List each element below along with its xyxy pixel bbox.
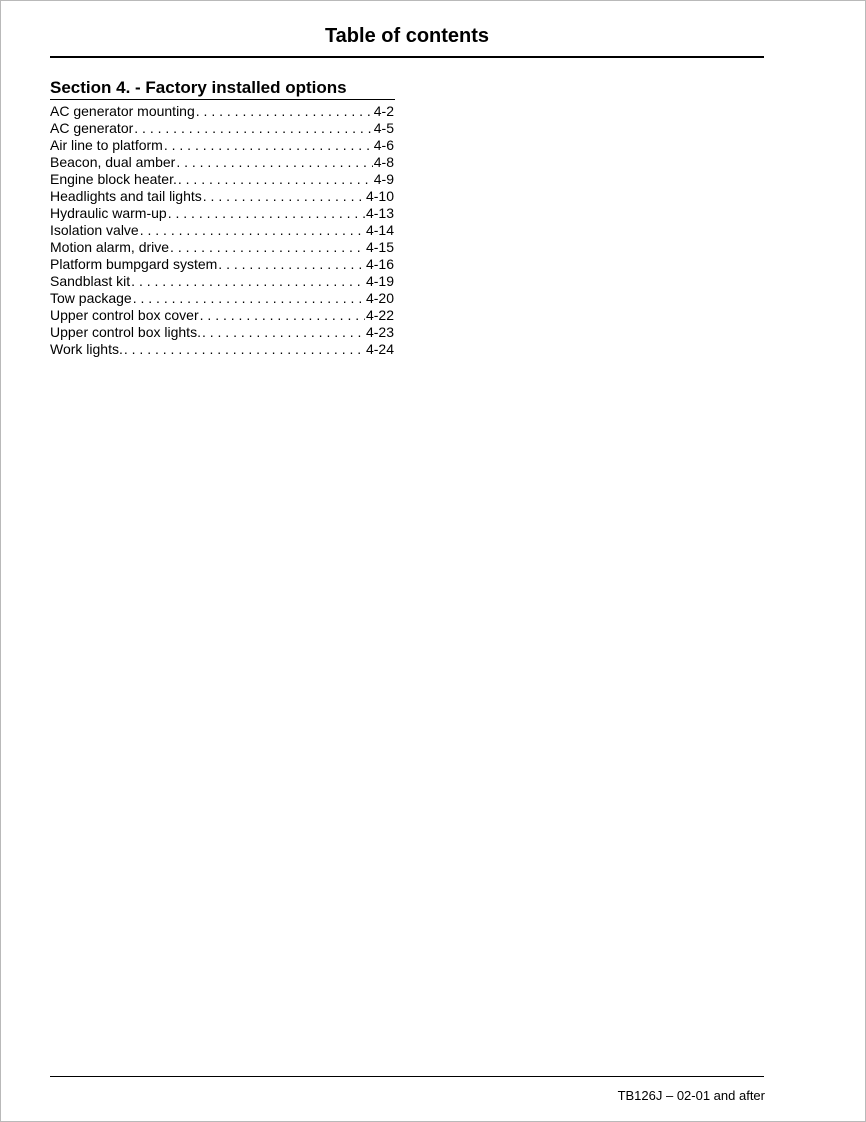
toc-entry-page: 4-16 xyxy=(365,256,394,272)
toc-entry[interactable] xyxy=(50,222,394,239)
toc-entry-title: Beacon, dual amber xyxy=(50,154,176,170)
toc-entry-page: 4-2 xyxy=(373,103,394,119)
dot-leader xyxy=(196,103,373,120)
dot-leader xyxy=(131,273,365,290)
section-divider xyxy=(50,99,395,100)
toc-entry-page: 4-20 xyxy=(365,290,394,306)
toc-entry-title: Motion alarm, drive xyxy=(50,239,170,255)
toc-entry-page: 4-15 xyxy=(365,239,394,255)
dot-leader xyxy=(168,205,365,222)
toc-entry-title: Air line to platform xyxy=(50,137,163,153)
toc-entry[interactable] xyxy=(50,341,394,358)
toc-entry-page: 4-9 xyxy=(373,171,394,187)
toc-entry[interactable] xyxy=(50,103,394,120)
toc-entry[interactable] xyxy=(50,290,394,307)
dot-leader xyxy=(164,137,373,154)
dot-leader xyxy=(203,188,365,205)
toc-entry[interactable] xyxy=(50,171,394,188)
toc-list xyxy=(50,103,394,358)
toc-entry-title: Upper control box lights. xyxy=(50,324,201,340)
toc-entry-page: 4-10 xyxy=(365,188,394,204)
toc-entry-title: Hydraulic warm-up xyxy=(50,205,167,221)
toc-entry-page: 4-23 xyxy=(365,324,394,340)
toc-entry-title: Upper control box cover xyxy=(50,307,199,323)
toc-entry-page: 4-8 xyxy=(373,154,394,170)
dot-leader xyxy=(200,307,365,324)
dot-leader xyxy=(124,341,365,358)
toc-entry-title: Sandblast kit xyxy=(50,273,131,289)
page-title: Table of contents xyxy=(324,25,490,47)
toc-entry-title: Isolation valve xyxy=(50,222,139,238)
toc-entry-page: 4-14 xyxy=(365,222,394,238)
dot-leader xyxy=(134,120,372,137)
toc-entry-page: 4-13 xyxy=(365,205,394,221)
toc-entry-page: 4-5 xyxy=(373,120,394,136)
dot-leader xyxy=(218,256,365,273)
toc-entry[interactable] xyxy=(50,307,394,324)
dot-leader xyxy=(133,290,365,307)
toc-entry-title: Platform bumpgard system xyxy=(50,256,218,272)
footer-document-id: TB126J – 02-01 and after xyxy=(617,1088,765,1103)
toc-entry[interactable] xyxy=(50,239,394,256)
toc-entry[interactable] xyxy=(50,324,394,341)
toc-entry[interactable] xyxy=(50,137,394,154)
dot-leader xyxy=(202,324,365,341)
toc-entry-title: AC generator mounting xyxy=(50,103,195,119)
toc-entry[interactable] xyxy=(50,256,394,273)
dot-leader xyxy=(140,222,365,239)
dot-leader xyxy=(170,239,365,256)
toc-entry-title: Tow package xyxy=(50,290,132,306)
toc-entry-title: Work lights. xyxy=(50,341,123,357)
toc-entry-title: Headlights and tail lights xyxy=(50,188,202,204)
toc-entry-title: AC generator xyxy=(50,120,134,136)
dot-leader xyxy=(176,154,372,171)
section-heading: Section 4. - Factory installed options xyxy=(50,78,347,97)
toc-entry-page: 4-6 xyxy=(373,137,394,153)
toc-entry[interactable] xyxy=(50,154,394,171)
title-divider xyxy=(50,56,764,58)
footer-divider xyxy=(50,1076,764,1077)
dot-leader xyxy=(178,171,373,188)
toc-entry[interactable] xyxy=(50,205,394,222)
toc-entry-page: 4-22 xyxy=(365,307,394,323)
toc-entry[interactable] xyxy=(50,273,394,290)
toc-entry[interactable] xyxy=(50,188,394,205)
toc-entry-page: 4-24 xyxy=(365,341,394,357)
toc-entry-page: 4-19 xyxy=(365,273,394,289)
toc-entry[interactable] xyxy=(50,120,394,137)
toc-entry-title: Engine block heater. xyxy=(50,171,177,187)
